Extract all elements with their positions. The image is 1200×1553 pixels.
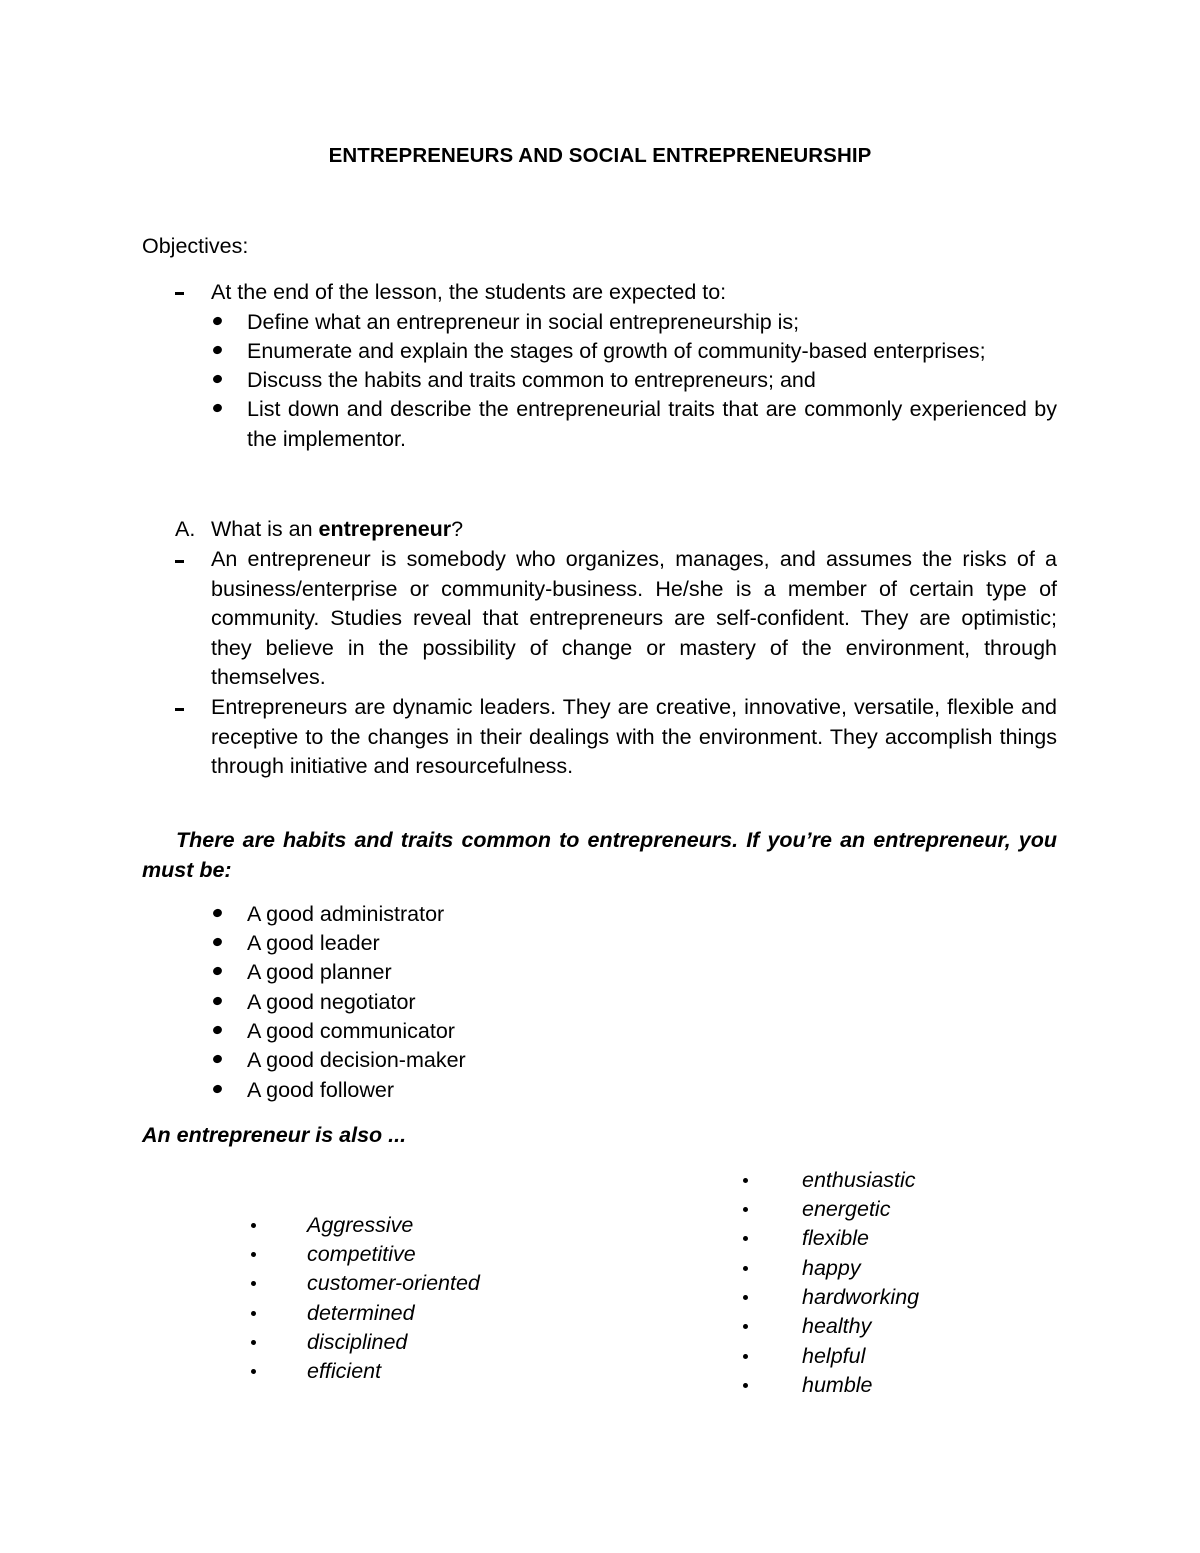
dash-bullet-icon (175, 560, 184, 563)
objective-item: List down and describe the entrepreneurial traits that are commonly experienced by the implementor. (247, 397, 1057, 451)
bullet-icon (743, 1207, 748, 1212)
bullet-icon (212, 966, 223, 977)
habit-item: A good decision-maker (247, 1048, 466, 1072)
bullet-icon (743, 1266, 748, 1271)
bullet-icon (212, 345, 223, 356)
bullet-icon (212, 1054, 223, 1065)
objectives-heading: Objectives: (142, 234, 249, 258)
bullet-icon (743, 1354, 748, 1359)
bullet-icon (251, 1252, 256, 1257)
trait-item: helpful (802, 1344, 866, 1368)
objectives-intro: At the end of the lesson, the students are expected to: (211, 280, 727, 304)
also-heading: An entrepreneur is also ... (142, 1123, 407, 1147)
bullet-icon (743, 1295, 748, 1300)
trait-item: energetic (802, 1197, 891, 1221)
habits-lead: There are habits and traits common to entrepreneurs. If you’re an entrepreneur, you must be: (142, 828, 1057, 882)
dash-bullet-icon (175, 708, 184, 711)
leaders-paragraph: Entrepreneurs are dynamic leaders. They are creative, innovative, versatile, flexible and receptive to the changes in their dealings with the environment. They accomplish things through initiative and resourcefulness. (211, 695, 1057, 778)
trait-item: healthy (802, 1314, 872, 1338)
question-prefix: What is an (211, 517, 319, 541)
bullet-icon (251, 1223, 256, 1228)
bullet-icon (212, 374, 223, 385)
trait-item: enthusiastic (802, 1168, 916, 1192)
bullet-icon (743, 1236, 748, 1241)
section-a-marker: A. (175, 517, 196, 541)
trait-item: Aggressive (307, 1213, 414, 1237)
objective-item: Enumerate and explain the stages of growth of community-based enterprises; (247, 339, 986, 363)
trait-item: humble (802, 1373, 873, 1397)
question-suffix: ? (451, 517, 464, 541)
bullet-icon (743, 1383, 748, 1388)
habit-item: A good administrator (247, 902, 445, 926)
trait-item: efficient (307, 1359, 382, 1383)
trait-item: customer-oriented (307, 1271, 480, 1295)
trait-item: determined (307, 1301, 415, 1325)
bullet-icon (212, 996, 223, 1007)
trait-item: happy (802, 1256, 861, 1280)
habit-item: A good communicator (247, 1019, 455, 1043)
habit-item: A good planner (247, 960, 392, 984)
bullet-icon (743, 1178, 748, 1183)
bullet-icon (212, 316, 223, 327)
trait-item: disciplined (307, 1330, 408, 1354)
bullet-icon (251, 1311, 256, 1316)
habit-item: A good negotiator (247, 990, 416, 1014)
bullet-icon (251, 1281, 256, 1286)
trait-item: competitive (307, 1242, 416, 1266)
objective-item: Define what an entrepreneur in social entrepreneurship is; (247, 310, 800, 334)
habit-item: A good follower (247, 1078, 395, 1102)
definition-paragraph: An entrepreneur is somebody who organizes, manages, and assumes the risks of a business/enterprise or community-business. He/she is a member of certain type of community. Studies reveal that entrepreneurs are self-confident. They are optimistic; they believe in the possibility of change or mastery of the environment, through themselves. (211, 547, 1057, 689)
objective-item: Discuss the habits and traits common to entrepreneurs; and (247, 368, 816, 392)
bullet-icon (212, 937, 223, 948)
section-a-question (211, 515, 463, 545)
dash-bullet-icon (175, 292, 184, 295)
habit-item: A good leader (247, 931, 380, 955)
bullet-icon (212, 908, 223, 919)
trait-item: hardworking (802, 1285, 920, 1309)
bullet-icon (212, 1084, 223, 1095)
bullet-icon (251, 1340, 256, 1345)
trait-item: flexible (802, 1226, 869, 1250)
bullet-icon (212, 1025, 223, 1036)
bullet-icon (743, 1324, 748, 1329)
page-title: ENTREPRENEURS AND SOCIAL ENTREPRENEURSHIP (328, 144, 872, 167)
question-keyword: entrepreneur (318, 517, 452, 541)
bullet-icon (212, 403, 223, 414)
bullet-icon (251, 1369, 256, 1374)
